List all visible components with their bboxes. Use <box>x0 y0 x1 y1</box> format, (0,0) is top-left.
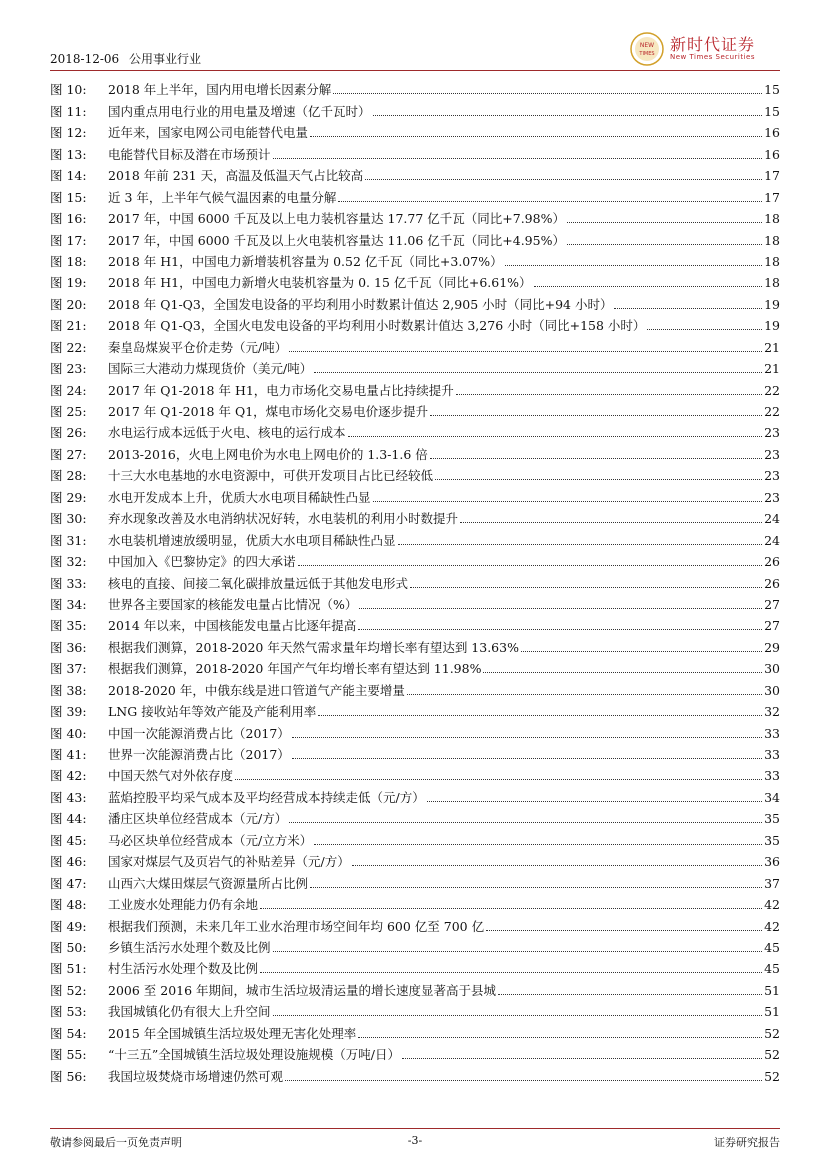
figure-title: 十三大水电基地的水电资源中，可供开发项目占比已经较低 <box>108 468 434 484</box>
page-reference: 23 <box>764 489 780 505</box>
figure-number: 图 48: <box>50 897 87 913</box>
figure-number: 图 24: <box>50 382 87 398</box>
toc-entry[interactable] <box>50 613 780 634</box>
page-reference: 16 <box>764 125 780 141</box>
dot-leader <box>521 651 762 652</box>
dot-leader <box>289 351 762 352</box>
logo-mark-icon <box>630 32 664 66</box>
page-reference: 17 <box>764 168 780 184</box>
figure-title: 2014 年以来，中国核能发电量占比逐年提高 <box>108 618 357 634</box>
toc-entry[interactable] <box>50 763 780 784</box>
logo-chinese-name: 新时代证券 <box>670 35 756 54</box>
page-reference: 33 <box>764 768 780 784</box>
toc-entry[interactable] <box>50 999 780 1020</box>
figure-number: 图 25: <box>50 404 87 419</box>
figure-title: 秦皇岛煤炭平仓价走势（元/吨） <box>108 339 288 355</box>
figure-number: 图 36: <box>50 639 87 655</box>
page-footer <box>50 1134 780 1150</box>
page-reference: 18 <box>764 275 780 291</box>
industry-name: 公用事业行业 <box>129 52 202 66</box>
toc-entry[interactable] <box>50 420 780 441</box>
figure-title: 潘庄区块单位经营成本（元/方） <box>108 811 288 827</box>
page-reference: 22 <box>764 382 780 398</box>
figure-title: 我国垃圾焚烧市场增速仍然可观 <box>108 1068 284 1084</box>
toc-entry[interactable] <box>50 806 780 827</box>
figure-number: 图 27: <box>50 446 87 462</box>
toc-entry[interactable] <box>50 656 780 677</box>
toc-entry[interactable] <box>50 206 780 227</box>
figure-number: 图 13: <box>50 146 87 162</box>
figure-number: 图 44: <box>50 811 87 827</box>
toc-entry[interactable] <box>50 120 780 141</box>
figure-number: 图 55: <box>50 1047 87 1063</box>
page-reference: 19 <box>764 318 780 334</box>
page-reference: 35 <box>764 811 780 827</box>
figure-number: 图 30: <box>50 511 87 527</box>
figure-number: 图 52: <box>50 982 87 998</box>
figure-number: 图 21: <box>50 318 87 334</box>
figure-number: 图 11: <box>50 103 87 119</box>
figure-title: “十三五”全国城镇生活垃圾处理设施规模（万吨/日） <box>108 1047 400 1063</box>
dot-leader <box>567 244 762 245</box>
toc-entry[interactable] <box>50 98 780 119</box>
figure-title: 电能替代目标及潜在市场预计 <box>108 146 271 162</box>
dot-leader <box>289 822 762 823</box>
figure-title: 中国加入《巴黎协定》的四大承诺 <box>108 554 296 570</box>
page-reference: 45 <box>764 939 780 955</box>
figure-number: 图 47: <box>50 875 87 891</box>
dot-leader <box>292 758 762 759</box>
page-reference: 16 <box>764 146 780 162</box>
toc-entry[interactable] <box>50 935 780 956</box>
dot-leader <box>365 179 762 180</box>
dot-leader <box>358 1037 762 1038</box>
page-reference: 24 <box>764 532 780 548</box>
page-reference: 45 <box>764 961 780 977</box>
page-reference: 51 <box>764 982 780 998</box>
figure-title: 根据我们预测，未来几年工业水治理市场空间年均 600 亿至 700 亿 <box>108 918 485 934</box>
toc-entry[interactable] <box>50 699 780 720</box>
page-reference: 33 <box>764 747 780 762</box>
dot-leader <box>407 694 762 695</box>
figure-title: 世界一次能源消费占比（2017） <box>108 747 290 762</box>
toc-entry[interactable] <box>50 313 780 334</box>
figure-title: 2017 年 Q1-2018 年 Q1，煤电市场化交易电价逐步提升 <box>108 404 429 419</box>
page-reference: 15 <box>764 103 780 119</box>
figure-title: 马必区块单位经营成本（元/立方米） <box>108 832 313 848</box>
dot-leader <box>614 308 762 309</box>
figure-number: 图 31: <box>50 532 87 548</box>
figure-title: 2017 年，中国 6000 千瓦及以上火电装机容量达 11.06 亿千瓦（同比+4.95%） <box>108 232 565 248</box>
dot-leader <box>298 565 763 566</box>
toc-entry[interactable] <box>50 549 780 570</box>
figure-number: 图 28: <box>50 468 87 484</box>
toc-entry[interactable] <box>50 506 780 527</box>
dot-leader <box>373 501 763 502</box>
dot-leader <box>398 544 763 545</box>
svg-text:TIMES: TIMES <box>639 51 655 57</box>
toc-entry[interactable] <box>50 399 780 420</box>
figure-number: 图 29: <box>50 489 87 505</box>
toc-entry[interactable] <box>50 527 780 548</box>
page-number: -3- <box>407 1134 423 1147</box>
footer-divider <box>50 1128 780 1129</box>
toc-entry[interactable] <box>50 77 780 98</box>
figure-title: 2017 年 Q1-2018 年 H1，电力市场化交易电量占比持续提升 <box>108 382 454 398</box>
page-reference: 21 <box>764 361 780 377</box>
figure-number: 图 54: <box>50 1025 87 1041</box>
dot-leader <box>333 93 762 94</box>
page-reference: 24 <box>764 511 780 527</box>
figure-title: 2015 年全国城镇生活垃圾处理无害化处理率 <box>108 1025 357 1041</box>
toc-entry[interactable] <box>50 184 780 205</box>
figure-number: 图 35: <box>50 618 87 634</box>
page-reference: 42 <box>764 897 780 913</box>
figure-title: 近 3 年，上半年气候气温因素的电量分解 <box>108 189 337 205</box>
logo-english-name: New Times Securities <box>670 53 755 61</box>
figure-title: 国内重点用电行业的用电量及增速（亿千瓦时） <box>108 103 371 119</box>
toc-entry[interactable] <box>50 870 780 891</box>
toc-entry[interactable] <box>50 463 780 484</box>
dot-leader <box>430 415 762 416</box>
dot-leader <box>435 479 762 480</box>
toc-entry[interactable] <box>50 1063 780 1084</box>
toc-entry[interactable] <box>50 677 780 698</box>
toc-entry[interactable] <box>50 892 780 913</box>
page-reference: 27 <box>764 618 780 634</box>
figure-title: 乡镇生活污水处理个数及比例 <box>108 939 271 955</box>
dot-leader <box>285 1080 762 1081</box>
dot-leader <box>273 1015 763 1016</box>
figure-title: 2018 年上半年，国内用电增长因素分解 <box>108 82 332 98</box>
figure-title: 2018-2020 年，中俄东线是进口管道气产能主要增量 <box>108 682 405 698</box>
page-reference: 23 <box>764 468 780 484</box>
toc-entry[interactable] <box>50 1020 780 1041</box>
figure-title: 水电运行成本远低于火电、核电的运行成本 <box>108 425 346 441</box>
page-reference: 27 <box>764 596 780 612</box>
toc-entry[interactable] <box>50 291 780 312</box>
dot-leader <box>273 951 763 952</box>
figure-title: 弃水现象改善及水电消纳状况好转，水电装机的利用小时数提升 <box>108 511 459 527</box>
dot-leader <box>567 222 762 223</box>
figure-title: 2018 年 Q1-Q3，全国火电发电设备的平均利用小时数累计值达 3,276 小时（同比+158 小时） <box>108 318 646 334</box>
page-reference: 26 <box>764 575 780 591</box>
page-reference: 52 <box>764 1047 780 1063</box>
dot-leader <box>318 715 762 716</box>
figure-title: 水电装机增速放缓明显，优质大水电项目稀缺性凸显 <box>108 532 396 548</box>
toc-entry[interactable] <box>50 270 780 291</box>
figure-number: 图 37: <box>50 661 87 677</box>
figure-title: 近年来，国家电网公司电能替代电量 <box>108 125 309 141</box>
figure-title: 村生活污水处理个数及比例 <box>108 961 259 977</box>
dot-leader <box>486 930 762 931</box>
dot-leader <box>647 329 762 330</box>
page-reference: 18 <box>764 232 780 248</box>
dot-leader <box>456 394 762 395</box>
page-reference: 34 <box>764 789 780 805</box>
svg-text:NEW: NEW <box>639 42 655 49</box>
figure-title: 核电的直接、间接二氧化碳排放量远低于其他发电形式 <box>108 575 409 591</box>
toc-entry[interactable] <box>50 227 780 248</box>
dot-leader <box>235 779 762 780</box>
figure-number: 图 45: <box>50 832 87 848</box>
figure-title: 2018 年 Q1-Q3，全国发电设备的平均利用小时数累计值达 2,905 小时（同比+94 小时） <box>108 296 613 312</box>
toc-entry[interactable] <box>50 592 780 613</box>
page-reference: 29 <box>764 639 780 655</box>
toc-entry[interactable] <box>50 249 780 270</box>
figure-number: 图 26: <box>50 425 87 441</box>
toc-entry[interactable] <box>50 141 780 162</box>
page-reference: 32 <box>764 704 780 720</box>
figure-number: 图 18: <box>50 253 87 269</box>
figure-number: 图 14: <box>50 168 87 184</box>
toc-entry[interactable] <box>50 742 780 763</box>
figure-number: 图 49: <box>50 918 87 934</box>
figure-number: 图 32: <box>50 554 87 570</box>
figure-title: 中国一次能源消费占比（2017） <box>108 725 290 741</box>
figure-title: 2017 年，中国 6000 千瓦及以上电力装机容量达 17.77 亿千瓦（同比+7.98%） <box>108 211 565 227</box>
toc-entry[interactable] <box>50 913 780 934</box>
figure-number: 图 22: <box>50 339 87 355</box>
figure-number: 图 19: <box>50 275 87 291</box>
dot-leader <box>402 1058 762 1059</box>
page-reference: 35 <box>764 832 780 848</box>
figure-number: 图 50: <box>50 939 87 955</box>
report-type: 证券研究报告 <box>714 1136 780 1149</box>
figure-number: 图 34: <box>50 596 87 612</box>
figure-number: 图 39: <box>50 704 87 720</box>
toc-entry[interactable] <box>50 784 780 805</box>
figure-title: LNG 接收站年等效产能及产能利用率 <box>108 704 317 720</box>
figure-number: 图 38: <box>50 682 87 698</box>
toc-entry[interactable] <box>50 849 780 870</box>
figure-number: 图 41: <box>50 747 87 762</box>
figure-title: 2018 年 H1，中国电力新增装机容量为 0.52 亿千瓦（同比+3.07%） <box>108 253 503 269</box>
toc-entry[interactable] <box>50 163 780 184</box>
page-reference: 26 <box>764 554 780 570</box>
header-divider <box>50 70 780 71</box>
figure-title: 国际三大港动力煤现货价（美元/吨） <box>108 361 313 377</box>
toc-entry[interactable] <box>50 441 780 462</box>
dot-leader <box>427 801 762 802</box>
figure-list <box>50 77 780 1085</box>
page-reference: 21 <box>764 339 780 355</box>
page-reference: 51 <box>764 1004 780 1020</box>
page-reference: 23 <box>764 425 780 441</box>
toc-entry[interactable] <box>50 977 780 998</box>
figure-title: 工业废水处理能力仍有余地 <box>108 897 259 913</box>
page-reference: 18 <box>764 211 780 227</box>
figure-title: 2006 至 2016 年期间，城市生活垃圾清运量的增长速度显著高于县城 <box>108 982 497 998</box>
dot-leader <box>310 887 762 888</box>
page-reference: 36 <box>764 854 780 870</box>
figure-number: 图 10: <box>50 82 87 98</box>
figure-title: 中国天然气对外依存度 <box>108 768 234 784</box>
page-reference: 42 <box>764 918 780 934</box>
figure-number: 图 46: <box>50 854 87 870</box>
toc-entry[interactable] <box>50 827 780 848</box>
page-reference: 15 <box>764 82 780 98</box>
dot-leader <box>338 201 762 202</box>
figure-title: 2018 年前 231 天，高温及低温天气占比较高 <box>108 168 364 184</box>
toc-entry[interactable] <box>50 720 780 741</box>
dot-leader <box>373 115 763 116</box>
dot-leader <box>273 158 763 159</box>
disclaimer-note: 敬请参阅最后一页免责声明 <box>50 1136 182 1149</box>
dot-leader <box>310 136 762 137</box>
page-reference: 22 <box>764 404 780 419</box>
page-reference: 52 <box>764 1068 780 1084</box>
figure-number: 图 43: <box>50 789 87 805</box>
dot-leader <box>498 994 762 995</box>
dot-leader <box>410 587 762 588</box>
figure-number: 图 33: <box>50 575 87 591</box>
page-reference: 30 <box>764 682 780 698</box>
figure-title: 根据我们测算，2018-2020 年国产气年均增长率有望达到 11.98% <box>108 661 482 677</box>
page-reference: 18 <box>764 253 780 269</box>
figure-number: 图 56: <box>50 1068 87 1084</box>
page-reference: 33 <box>764 725 780 741</box>
figure-number: 图 40: <box>50 725 87 741</box>
page-reference: 30 <box>764 661 780 677</box>
figure-number: 图 20: <box>50 296 87 312</box>
toc-entry[interactable] <box>50 334 780 355</box>
toc-entry[interactable] <box>50 1042 780 1063</box>
figure-title: 蓝焰控股平均采气成本及平均经营成本持续走低（元/方） <box>108 789 425 805</box>
dot-leader <box>359 608 762 609</box>
figure-number: 图 17: <box>50 232 87 248</box>
dot-leader <box>292 737 762 738</box>
company-logo <box>630 30 780 68</box>
page-reference: 23 <box>764 446 780 462</box>
figure-number: 图 16: <box>50 211 87 227</box>
page-reference: 19 <box>764 296 780 312</box>
page-reference: 37 <box>764 875 780 891</box>
dot-leader <box>352 865 762 866</box>
dot-leader <box>460 522 762 523</box>
figure-number: 图 51: <box>50 961 87 977</box>
figure-title: 山西六大煤田煤层气资源量所占比例 <box>108 875 309 891</box>
toc-entry[interactable] <box>50 484 780 505</box>
toc-entry[interactable] <box>50 634 780 655</box>
figure-title: 2018 年 H1，中国电力新增火电装机容量为 0. 15 亿千瓦（同比+6.61%） <box>108 275 532 291</box>
dot-leader <box>260 972 762 973</box>
figure-title: 国家对煤层气及页岩气的补贴差异（元/方） <box>108 854 350 870</box>
dot-leader <box>430 458 762 459</box>
page-reference: 17 <box>764 189 780 205</box>
page-reference: 52 <box>764 1025 780 1041</box>
toc-entry[interactable] <box>50 356 780 377</box>
dot-leader <box>358 629 762 630</box>
figure-number: 图 23: <box>50 361 87 377</box>
dot-leader <box>314 372 762 373</box>
dot-leader <box>505 265 763 266</box>
figure-title: 世界各主要国家的核能发电量占比情况（%） <box>108 596 358 612</box>
header-meta <box>50 50 207 67</box>
figure-title: 水电开发成本上升，优质大水电项目稀缺性凸显 <box>108 489 371 505</box>
figure-number: 图 15: <box>50 189 87 205</box>
toc-entry[interactable] <box>50 377 780 398</box>
toc-entry[interactable] <box>50 570 780 591</box>
dot-leader <box>483 672 762 673</box>
dot-leader <box>260 908 762 909</box>
dot-leader <box>348 436 763 437</box>
figure-title: 根据我们测算，2018-2020 年天然气需求量年均增长率有望达到 13.63% <box>108 639 519 655</box>
dot-leader <box>314 844 762 845</box>
figure-number: 图 12: <box>50 125 87 141</box>
page-header <box>50 30 780 70</box>
toc-entry[interactable] <box>50 956 780 977</box>
dot-leader <box>534 286 763 287</box>
figure-number: 图 53: <box>50 1004 87 1020</box>
figure-title: 我国城镇化仍有很大上升空间 <box>108 1004 271 1020</box>
figure-number: 图 42: <box>50 768 87 784</box>
figure-title: 2013-2016，火电上网电价为水电上网电价的 1.3-1.6 倍 <box>108 446 428 462</box>
report-date: 2018-12-06 <box>50 52 120 66</box>
